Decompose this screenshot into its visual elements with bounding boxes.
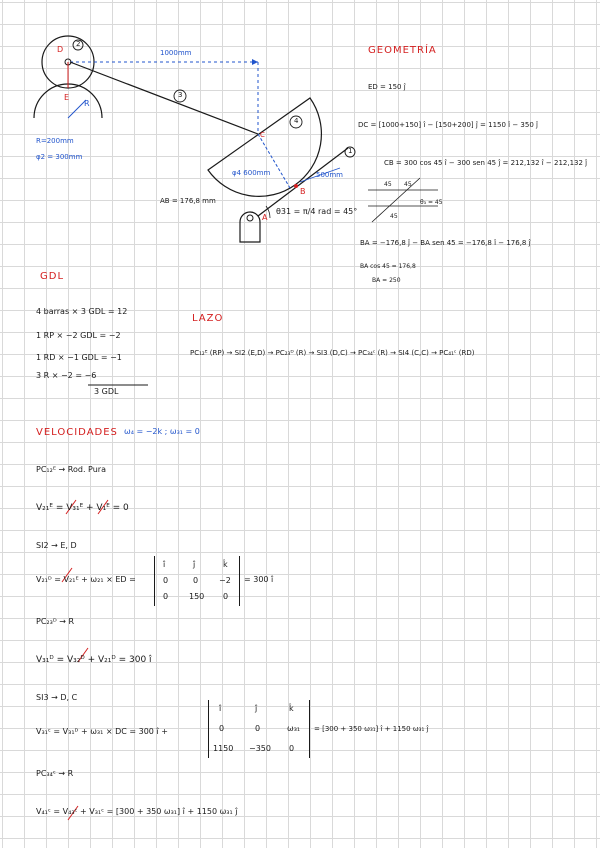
- label-d: D: [57, 45, 64, 54]
- angle-note: θ31 = π/4 rad = 45°: [276, 207, 358, 216]
- geometry-cos-note: BA cos 45 = 176,8: [360, 263, 416, 270]
- theta-note: θ₃ = 45: [420, 199, 443, 206]
- label-b: B: [300, 187, 306, 196]
- label-r: R: [84, 99, 90, 108]
- m1-i: î: [163, 560, 166, 569]
- radius-2-label: φ2 = 300mm: [36, 153, 83, 161]
- m1-k: k̂: [223, 560, 228, 569]
- gdl-title: GDL: [40, 271, 65, 282]
- m1-j: ĵ: [193, 560, 196, 569]
- m2-r2c3: ω₃₁: [287, 724, 301, 733]
- m2-r3c2: −350: [249, 744, 271, 753]
- radius-4-line: [258, 131, 290, 188]
- point-b: [294, 184, 298, 188]
- step-3-equation: V₃₁ᴰ = V₃₂ᴰ + V₂₁ᴰ = 300 î: [36, 655, 152, 665]
- m2-r3c1: 1150: [213, 744, 234, 753]
- m1-r3c1: 0: [163, 592, 169, 601]
- step-3-title: PC₂₃ᴰ → R: [36, 617, 75, 626]
- label-a: A: [262, 213, 268, 222]
- velocidades-title: VELOCIDADES: [36, 427, 118, 438]
- step-2-rhs: = 300 î: [244, 575, 274, 584]
- m1-r3c2: 150: [189, 592, 205, 601]
- m2-j: ĵ: [255, 704, 258, 713]
- label-e: E: [64, 93, 70, 102]
- velocidades-given: ω₄ = −2k ; ω₃₁ = 0: [124, 427, 200, 436]
- pin-a: [247, 215, 253, 221]
- m1-r2c1: 0: [163, 576, 169, 585]
- ab-length-note: AB = 176,8 mm: [160, 197, 216, 205]
- step-5-equation: V₄₁ᶜ = V₄₃ᶜ + V₃₁ᶜ = [300 + 350 ω₃₁] î + 1150 ω₃₁ ĵ: [36, 807, 238, 816]
- dim-arrow: [252, 59, 258, 65]
- m2-k: k̂: [289, 704, 294, 713]
- step-2-lhs: V₂₁ᴰ = V₂₁ᴱ + ω₂₁ × ED =: [36, 575, 136, 584]
- lazo-title: LAZO: [192, 313, 224, 324]
- link-1: [258, 148, 348, 216]
- gdl-row-2: 1 RP × −2 GDL = −2: [36, 331, 121, 340]
- geometry-title: GEOMETRÍA: [368, 45, 437, 56]
- step-2-title: SI2 → E, D: [36, 541, 77, 550]
- step-4-title: SI3 → D, C: [36, 693, 78, 702]
- geometry-dc: DC = [1000+150] î − [150+200] ĵ = 1150 î − 350 ĵ: [358, 121, 538, 129]
- link-3: [70, 62, 258, 134]
- angle-a: 45: [384, 181, 392, 188]
- step-4-rhs: = [300 + 350 ω₃₁] î + 1150 ω₃₁ ĵ: [314, 725, 429, 733]
- m2-r2c2: 0: [255, 724, 261, 733]
- gdl-row-3: 1 RD × −1 GDL = −1: [36, 353, 122, 362]
- num-3: 3: [178, 91, 183, 99]
- geometry-ed: ED = 150 ĵ: [368, 83, 406, 91]
- step-5-title: PC₃₄ᶜ → R: [36, 769, 74, 778]
- num-2: 2: [76, 40, 81, 48]
- step-4-lhs: V₃₁ᶜ = V₃₁ᴰ + ω₃₁ × DC = 300 î +: [36, 727, 168, 736]
- angle-b: 45: [404, 181, 412, 188]
- geometry-cb: CB = 300 cos 45 î − 300 sen 45 ĵ = 212,132 î − 212,132 ĵ: [384, 159, 588, 167]
- m1-r2c2: 0: [193, 576, 199, 585]
- m1-r3c3: 0: [223, 592, 229, 601]
- label-c: C: [260, 131, 265, 139]
- num-1: 1: [348, 147, 353, 155]
- geometry-ba: BA = −176,8 ĵ − BA sen 45 = −176,8 î − 176,8 ĵ: [360, 239, 531, 247]
- m1-r2c3: −2: [219, 576, 231, 585]
- matrix-2: [208, 700, 310, 758]
- angle-c: 45: [390, 213, 398, 220]
- m2-i: î: [219, 704, 222, 713]
- dim-distance: 1000mm: [160, 49, 192, 57]
- gdl-row-1: 4 barras × 3 GDL = 12: [36, 307, 128, 316]
- geometry-ba-value: BA = 250: [372, 277, 401, 284]
- num-4: 4: [294, 117, 299, 125]
- lazo-chain: PC₁₂ᴱ (RP) → SI2 (E,D) → PC₂₃ᴰ (R) → SI3 (D,C) → PC₃₄ᶜ (R) → SI4 (C,C) → PC₄₁ᶜ (RD): [190, 349, 475, 357]
- step-1-equation: V₂₁ᴱ = V₃₁ᴱ + V₁ᴱ = 0: [36, 503, 129, 513]
- m2-r3c3: 0: [289, 744, 295, 753]
- len-ab-label: 500mm: [316, 171, 343, 179]
- gdl-total: 3 GDL: [94, 387, 119, 396]
- support-a: [240, 212, 260, 242]
- m2-r2c1: 0: [219, 724, 225, 733]
- gdl-row-4: 3 R × −2 = −6: [36, 371, 97, 380]
- radius-lower-label: R=200mm: [36, 137, 74, 145]
- step-1-title: PC₁₂ᴱ → Rod. Pura: [36, 465, 106, 474]
- radius-4-label: φ4 600mm: [232, 169, 271, 177]
- matrix-1: [154, 556, 240, 606]
